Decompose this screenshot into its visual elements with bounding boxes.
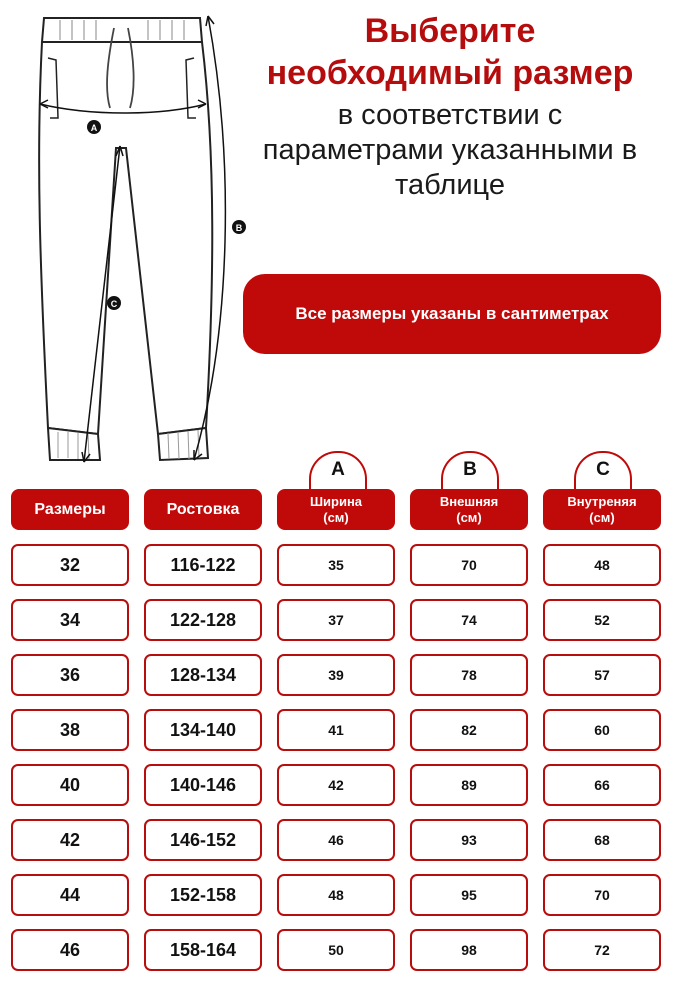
cell-width: 46 [277,819,395,861]
cell-width: 37 [277,599,395,641]
label-a-tab [309,451,367,491]
header-inner-line1: Внутреняя [567,493,637,509]
cell-width: 39 [277,654,395,696]
cell-outer: 95 [410,874,528,916]
cell-size: 46 [11,929,129,971]
cell-outer: 78 [410,654,528,696]
cell-inner: 70 [543,874,661,916]
header-outer [410,489,528,530]
header-outer-line1: Внешняя [439,493,499,509]
svg-text:A: A [90,123,98,133]
cell-height: 140-146 [144,764,262,806]
cell-height: 158-164 [144,929,262,971]
svg-text:B: B [235,223,243,233]
cell-height: 134-140 [144,709,262,751]
header-height: Ростовка [144,489,262,530]
heading-line-2: необходимый размер [266,54,634,92]
header-width-line1: Ширина [309,493,363,509]
cell-height: 122-128 [144,599,262,641]
cell-inner: 52 [543,599,661,641]
header-size: Размеры [11,489,129,530]
units-banner: Все размеры указаны в сантиметрах [243,274,661,354]
cell-height: 152-158 [144,874,262,916]
cell-outer: 74 [410,599,528,641]
cell-size: 34 [11,599,129,641]
header-width [277,489,395,530]
cell-inner: 60 [543,709,661,751]
pants-illustration [10,8,250,468]
cell-size: 32 [11,544,129,586]
heading-line-3: в соответствии с [337,99,563,131]
cell-width: 50 [277,929,395,971]
cell-width: 42 [277,764,395,806]
cell-size: 42 [11,819,129,861]
cell-inner: 68 [543,819,661,861]
cell-outer: 93 [410,819,528,861]
svg-text:C: C [110,299,118,309]
label-b: B [463,459,477,480]
cell-size: 36 [11,654,129,696]
cell-inner: 57 [543,654,661,696]
header-outer-line2: (см) [456,509,482,525]
cell-inner: 48 [543,544,661,586]
header-width-line2: (см) [323,509,349,525]
cell-height: 128-134 [144,654,262,696]
heading-line-5: таблице [395,169,505,201]
cell-outer: 98 [410,929,528,971]
header-inner-line2: (см) [589,509,615,525]
cell-width: 41 [277,709,395,751]
heading-line-4: параметрами указанными в [262,134,638,166]
heading-line-1: Выберите [364,12,536,50]
cell-size: 44 [11,874,129,916]
cell-size: 40 [11,764,129,806]
cell-outer: 89 [410,764,528,806]
label-a: A [331,459,345,480]
cell-width: 35 [277,544,395,586]
cell-height: 146-152 [144,819,262,861]
cell-inner: 72 [543,929,661,971]
cell-size: 38 [11,709,129,751]
label-c: C [596,459,610,480]
label-b-tab [441,451,499,491]
cell-height: 116-122 [144,544,262,586]
cell-outer: 82 [410,709,528,751]
label-c-tab [574,451,632,491]
cell-inner: 66 [543,764,661,806]
header-inner [543,489,661,530]
cell-width: 48 [277,874,395,916]
cell-outer: 70 [410,544,528,586]
